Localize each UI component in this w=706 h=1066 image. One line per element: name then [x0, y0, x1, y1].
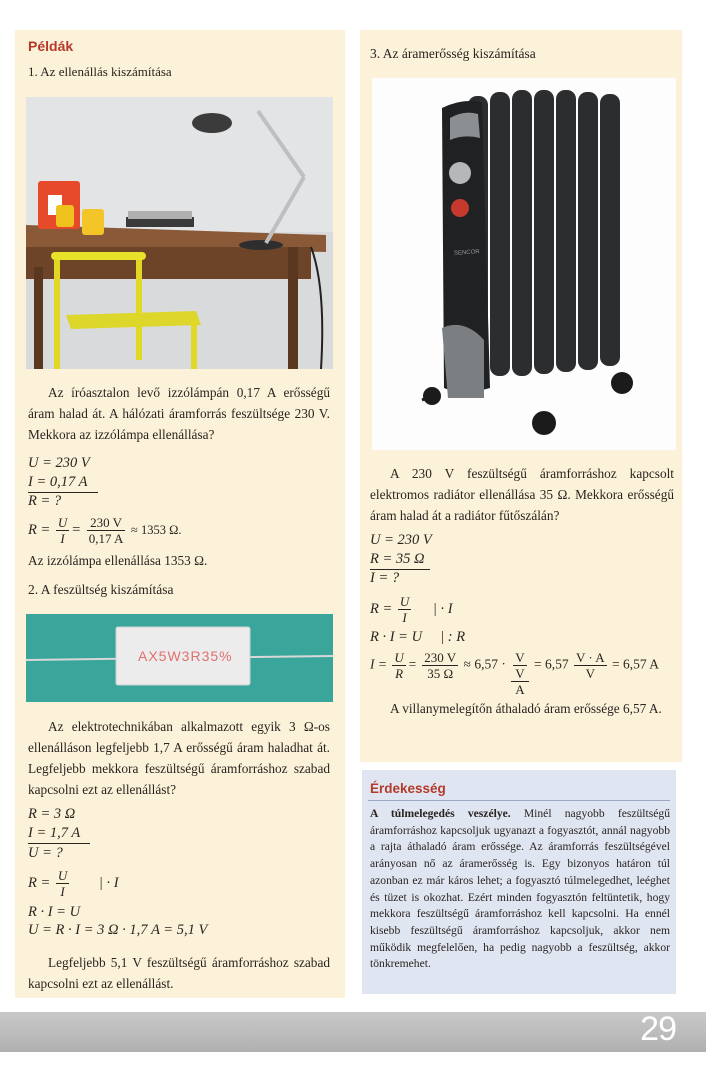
ex3-f3-frac1-bottom: R	[395, 666, 404, 681]
ex1-formula: R = $\frac{U}{I}$ = $\frac{230 V}{0,17 A}$ ≈ 1353 Ω.	[28, 515, 182, 546]
ex3-formula-1	[370, 594, 453, 625]
ex2-frac-bottom: I	[60, 884, 65, 899]
ex1-given-i: I = 0,17 A	[28, 474, 88, 490]
ex3-unit1-bottom: V	[515, 666, 525, 681]
ex3-unit1-den: A	[515, 682, 525, 697]
ex3-given-u: U = 230 V	[370, 532, 432, 548]
example-1-text: Az íróasztalon levő izzólámpán 0,17 A erősségű áram halad át. A hálózati áramforrás feszültsége 230 V. Mekkora az izzólámpa ellenállása?	[28, 385, 330, 442]
ex1-frac2-bottom: 0,17 A	[88, 531, 124, 546]
box-text	[370, 806, 670, 973]
box-lead: A túlmelegedés veszélye.	[370, 807, 511, 820]
ex3-f3-lhs: I =	[370, 656, 387, 672]
ex2-given-i: I = 1,7 A	[28, 825, 81, 841]
ex3-unit2-bottom: V	[585, 666, 595, 681]
ex3-f3-eq1: = 6,57	[533, 656, 569, 672]
ex1-frac1-top: U	[57, 515, 68, 530]
ex3-f3-frac2-top: 230 V	[424, 650, 457, 665]
example-2-text: Az elektrotechnikában alkalmazott egyik 3 Ω-os ellenálláson legfeljebb 1,7 A erősségű áram haladhat át. Legfeljebb mekkora feszültségű áramforráshoz szabad kapcsolni ezt az ellenállást?	[28, 719, 330, 797]
example-2-title: 2. A feszültség kiszámítása	[28, 582, 174, 597]
ex3-f3-approx: ≈ 6,57 ·	[463, 656, 506, 672]
ex3-answer: A villanymelegítőn áthaladó áram erőssége 6,57 A.	[390, 701, 662, 716]
ex3-f3-frac1-top: U	[394, 650, 404, 665]
ex3-formula-3: I = $\frac{U}{R}$ = $\frac{230 V}{35 \Omega}$ ≈ 6,57 · $\frac{\frac{V}{V}}{A}$ = 6,57 $\frac{V \cdot A}{V}$ = 6,57 A	[370, 650, 659, 697]
ex1-frac1-bottom: I	[60, 531, 65, 546]
resistor-photo	[26, 614, 333, 702]
ex1-answer: Az izzólámpa ellenállása 1353 Ω.	[28, 553, 208, 568]
ex1-formula-lhs: R =	[28, 521, 51, 538]
radiator-brand: SENCOR	[453, 249, 480, 257]
ex1-result: ≈ 1353 Ω.	[131, 522, 182, 537]
ex2-answer: Legfeljebb 5,1 V feszültségű áramforráshoz szabad kapcsolni ezt az ellenállást.	[28, 955, 330, 991]
ex3-f1-top: U	[399, 594, 410, 609]
ex2-formula-lhs: R =	[28, 874, 51, 891]
box-body: Minél nagyobb feszültségű áramforráshoz kapcsoljuk ugyanazt a fogyasztót, annál nagyobb a rajta áthaladó áram erőssége. Az áramforrás feszültségével arányosan nő az áramerősség is. Egy bizonyos határon túl azonban ez már káros lehet; a fogyasztó túlmelegedhet, leéghet és tüzet is okozhat. Ezért minden fogyasztón feltüntetik, hogy mekkora feszültségű áramforráshoz kell kapcsolni. Ha ennél kisebb feszültségű áramforráshoz kapcsoljuk, akkor nem működik megfelelően, ha pedig nagyobb a feszültség, akkor tönkremehet.	[370, 807, 670, 971]
ex3-formula-2: R · I = U | : R	[370, 629, 466, 645]
example-3-title: 3. Az áramerősség kiszámítása	[370, 46, 536, 61]
ex3-f3-eq2: = 6,57 A	[611, 656, 659, 672]
page-number: 29	[640, 1010, 676, 1048]
ex3-unit1-top: V	[515, 650, 525, 665]
radiator-photo	[372, 78, 676, 450]
desk-lamp-photo	[26, 97, 333, 369]
ex3-given-r: R = 35 Ω	[370, 551, 425, 567]
ex1-given-u: U = 230 V	[28, 455, 90, 471]
ex2-given-u: U = ?	[28, 845, 63, 861]
ex3-f1-bottom: I	[402, 610, 407, 625]
ex2-formula	[28, 868, 119, 899]
ex3-f1-op: | · I	[432, 600, 453, 617]
ex2-step-2: U = R · I = 3 Ω · 1,7 A = 5,1 V	[28, 922, 208, 938]
ex3-unit2-top: V · A	[575, 650, 605, 665]
box-rule	[368, 800, 670, 801]
ex2-frac-top: U	[57, 868, 68, 883]
ex3-given-i: I = ?	[370, 570, 400, 586]
ex3-f1-lhs: R =	[370, 600, 393, 617]
ex2-given-rule	[28, 843, 90, 844]
page-footer	[0, 1012, 706, 1052]
ex1-frac2-top: 230 V	[87, 515, 126, 531]
ex2-formula-op: | · I	[98, 874, 119, 891]
section-title: Példák	[28, 38, 74, 54]
ex3-f3-frac2-bottom: 35 Ω	[427, 666, 454, 681]
ex2-step-1: R · I = U	[28, 904, 81, 920]
box-title: Érdekesség	[370, 781, 446, 796]
example-1-title: 1. Az ellenállás kiszámítása	[28, 64, 172, 79]
example-3-text: A 230 V feszültségű áramforráshoz kapcsolt elektromos radiátor ellenállása 35 Ω. Mekkora erősségű áram halad át a radiátor fűtőszálán?	[370, 466, 674, 523]
resistor-label: AX5W3R35%	[138, 648, 233, 664]
ex1-given-r: R = ?	[28, 493, 62, 509]
ex2-given-r: R = 3 Ω	[28, 806, 76, 822]
